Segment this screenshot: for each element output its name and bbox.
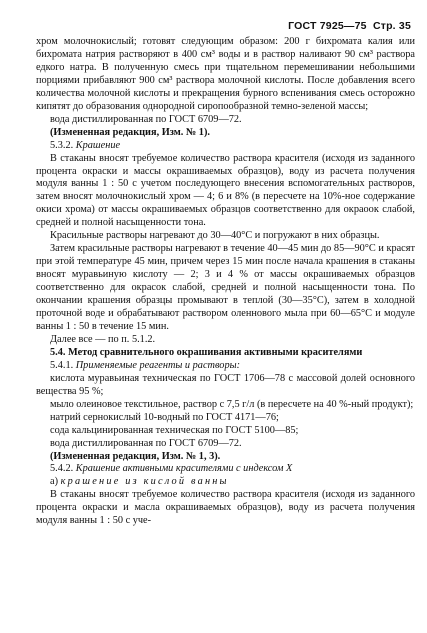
list-item: натрий сернокислый 10-водный по ГОСТ 4171—76; xyxy=(50,411,279,423)
section-title: Крашение xyxy=(75,139,121,151)
section-number: 5.4.1. xyxy=(50,359,76,371)
gost-number: ГОСТ 7925—75 xyxy=(288,20,367,32)
list-item: сода кальцинированная техническая по ГОСТ 5100—85; xyxy=(50,424,299,436)
paragraph: В стаканы вносят требуемое количество раствора красителя (исходя из заданного процента окраски и масла окрашиваемых образцов), воду из расчета получения модуля ванны 1 : 50 с уче- xyxy=(36,489,415,527)
section-title: Применяемые реагенты и растворы: xyxy=(75,359,240,371)
page-number: Стр. 35 xyxy=(372,20,411,32)
paragraph: хром молочнокислый; готовят следующим образом: 200 г бихромата калия или бихромата натрия растворяют в 400 см³ воды и в раствор наливают 90 см³ раствора едкого натра. В полученную смесь при тщательном перемешивании небольшими порциями прибавляют 900 см³ раствора молочной кислоты. После добавления всего количества молочной кислоты и прекращения бурного вспенивания смесь осторожно кипятят до образования однородной сиропообразной темно-зеленой массы; xyxy=(36,36,415,112)
list-item: кислота муравьиная техническая по ГОСТ 1706—78 с массовой долей основного вещества 95 %; xyxy=(36,372,415,397)
amendment-note: (Измененная редакция, Изм. № 1). xyxy=(50,126,210,138)
section-heading xyxy=(36,360,415,373)
subsection-letter: а) xyxy=(50,476,61,488)
section-heading: 5.4. Метод сравнительного окрашивания активными красителями xyxy=(50,346,363,358)
paragraph: Красильные растворы нагревают до 30—40°С и погружают в них образцы. xyxy=(50,230,380,242)
section-number: 5.4.2. xyxy=(50,463,76,475)
paragraph: Далее все — по п. 5.1.2. xyxy=(50,333,156,345)
section-number: 5.3.2. xyxy=(50,139,76,151)
section-title: Крашение активными красителями с индексом X xyxy=(75,463,293,475)
page-header xyxy=(36,20,411,32)
amendment-note: (Измененная редакция, Изм. № 1, 3). xyxy=(50,450,221,462)
subsection-title: крашение из кислой ванны xyxy=(60,476,229,488)
document-body xyxy=(36,36,415,528)
list-item: мыло олеиновое текстильное, раствор с 7,5 г/л (в пересчете на 40 %-ный продукт); xyxy=(50,398,414,410)
paragraph: В стаканы вносят требуемое количество раствора красителя (исходя из заданного процента окраски и массы окрашиваемых образцов), воду из расчета получения модуля ванны 1 : 50 с учетом последующего внесения вспомогательных растворов, затем вносят молочнокислый хром — 4; 6 и 8% (в пересчете на 10%-ное содержание окиси хрома) от массы окрашиваемых образцов соответственно для окраоок слабой, средней и полной насыщенности тона. xyxy=(36,152,415,229)
section-heading xyxy=(36,140,415,153)
section-heading xyxy=(36,463,415,476)
paragraph: Затем красильные растворы нагревают в течение 40—45 мин до 85—90°С и красят при этой температуре 45 мин, причем через 15 мин после начала крашения в стаканы вносят муравьиную кислоту — 2; 3 и 4 % от массы окрашиваемых образцов соответственно для окрасок слабой, средней и полной насыщенности тона. По окончании крашения образцы промывают в теплой (30—35°С), затем в холодной проточной воде и обрабатывают раствором оленнового мыла при 60—65°С и модуле ванны 1 : 50 в течение 15 мин. xyxy=(36,243,415,332)
list-item: вода дистиллированная по ГОСТ 6709—72. xyxy=(50,437,242,449)
subsection-heading xyxy=(36,476,415,489)
paragraph: вода дистиллированная по ГОСТ 6709—72. xyxy=(50,113,242,125)
